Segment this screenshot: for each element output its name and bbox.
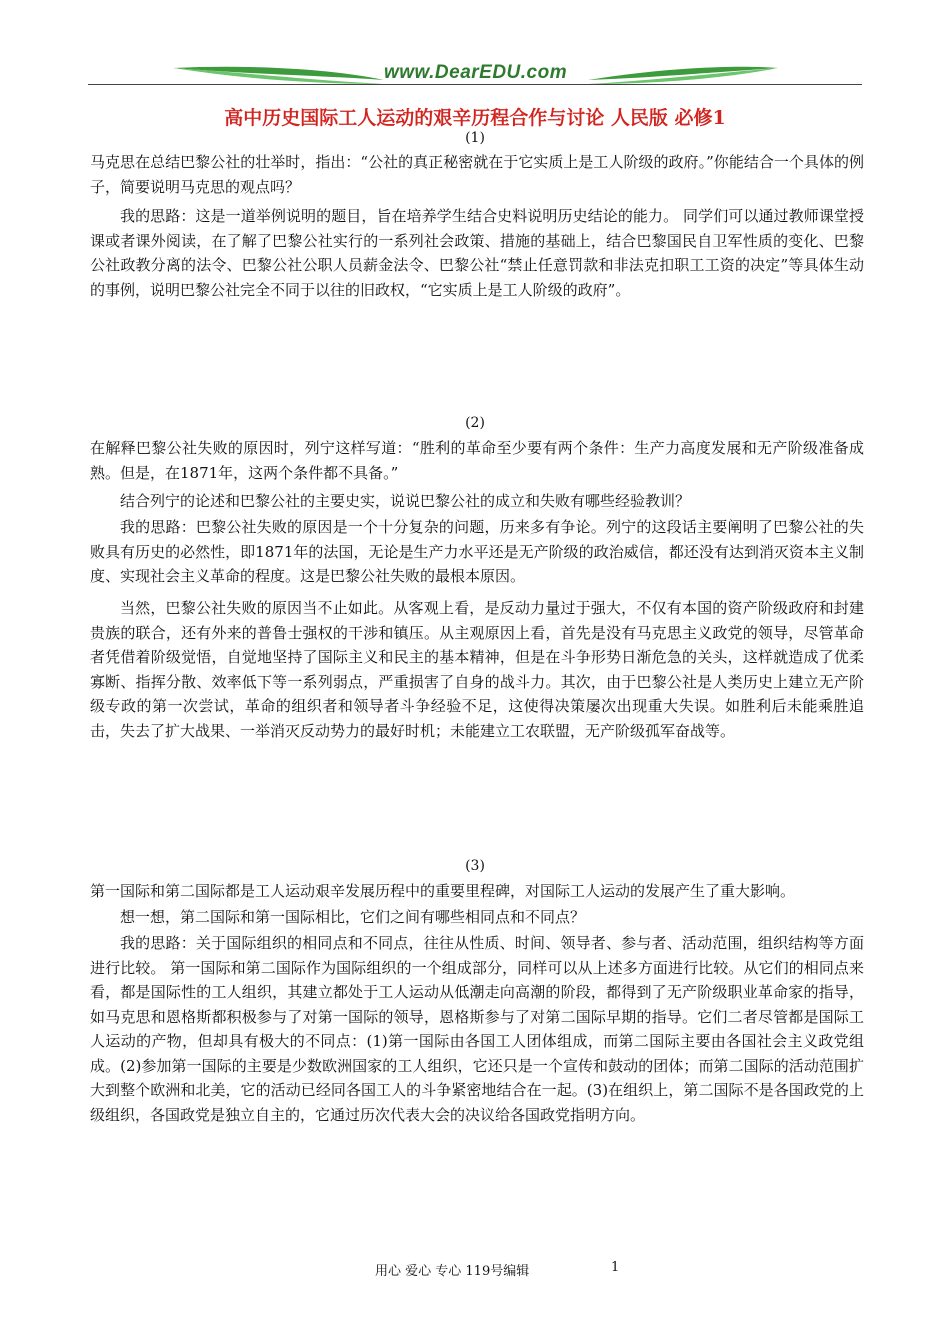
section-number: (3) (465, 858, 485, 874)
question-paragraph: 第一国际和第二国际都是工人运动艰辛发展历程中的重要里程碑，对国际工人运动的发展产生了重大影响。 (90, 882, 796, 900)
question-paragraph: 在解释巴黎公社失败的原因时，列宁这样写道：“胜利的革命至少要有两个条件：生产力高度发展和无产阶级准备成熟。但是，在1871年，这两个条件都不具备。” (90, 439, 864, 482)
site-logo-text: www.DearEDU.com (384, 62, 568, 83)
answer-paragraph: 我的思路：这是一道举例说明的题目，旨在培养学生结合史料说明历史结论的能力。 同学们可以通过教师课堂授课或者课外阅读，在了解了巴黎公社实行的一系列社会政策、措施的基础上，结合巴黎国民自卫军性质的变化、巴黎公社政教分离的法令、巴黎公社公职人员薪金法令、巴黎公社“禁止任意罚款和非法克扣职工工资的决定”等具体生动的事例，说明巴黎公社完全不同于以往的旧政权，“它实质上是工人阶级的政府”。 (90, 207, 864, 299)
section-number: (2) (465, 415, 485, 431)
page-title: 高中历史国际工人运动的艰辛历程合作与讨论 人民版 必修1 (224, 107, 726, 129)
answer-paragraph: 当然，巴黎公社失败的原因当不止如此。从客观上看，是反动力量过于强大，不仅有本国的资产阶级政府和封建贵族的联合，还有外来的普鲁士强权的干涉和镇压。从主观原因上看，首先是没有马克思主义政党的领导，尽管革命者凭借着阶级觉悟，自觉地坚持了国际主义和民主的基本精神，但是在斗争形势日渐危急的关头，这样就造成了优柔寡断、指挥分散、效率低下等一系列弱点，严重损害了自身的战斗力。其次，由于巴黎公社是人类历史上建立无产阶级专政的第一次尝试，革命的组织者和领导者斗争经验不足，这使得决策屡次出现重大失误。如胜利后未能乘胜追击，失去了扩大战果、一举消灭反动势力的最好时机；未能建立工农联盟，无产阶级孤军奋战等。 (90, 599, 864, 740)
section-number: (1) (465, 130, 485, 146)
answer-paragraph: 我的思路：关于国际组织的相同点和不同点，往往从性质、时间、领导者、参与者、活动范围，组织结构等方面进行比较。 第一国际和第二国际作为国际组织的一个组成部分，同样可以从上述多方面进行比较。从它们的相同点来看，都是国际性的工人组织，其建立都处于工人运动从低潮走向高潮的阶段，都得到了无产阶级职业革命家的指导，如马克思和恩格斯都积极参与了对第一国际的领导，恩格斯参与了对第二国际早期的指导。它们二者尽管都是国际工人运动的产物，但却具有极大的不同点：(1)第一国际由各国工人团体组成，而第二国际主要由各国社会主义政党组成。(2)参加第一国际的主要是少数欧洲国家的工人组织，它还只是一个宣传和鼓动的团体；而第二国际的活动范围扩大到整个欧洲和北美，它的活动已经同各国工人的斗争紧密地结合在一起。(3)在组织上，第二国际不是各国政党的上级组织，各国政党是独立自主的，它通过历次代表大会的决议给各国政党指明方向。 (90, 934, 864, 1124)
footer-text: 用心 爱心 专心 119号编辑 (375, 1264, 530, 1279)
page-number: 1 (611, 1260, 620, 1275)
site-header (88, 60, 862, 96)
question-paragraph: 结合列宁的论述和巴黎公社的主要史实，说说巴黎公社的成立和失败有哪些经验教训？ (120, 492, 691, 510)
header-rule (88, 84, 862, 85)
answer-paragraph: 我的思路：巴黎公社失败的原因是一个十分复杂的问题，历来多有争论。列宁的这段话主要阐明了巴黎公社的失败具有历史的必然性，即1871年的法国，无论是生产力水平还是无产阶级的政治威信，都还没有达到消灭资本主义制度、实现社会主义革命的程度。这是巴黎公社失败的最根本原因。 (90, 518, 864, 585)
question-paragraph: 想一想，第二国际和第一国际相比，它们之间有哪些相同点和不同点？ (120, 908, 586, 926)
question-paragraph: 马克思在总结巴黎公社的壮举时，指出：“公社的真正秘密就在于它实质上是工人阶级的政府。”你能结合一个具体的例子，简要说明马克思的观点吗？ (90, 153, 864, 196)
